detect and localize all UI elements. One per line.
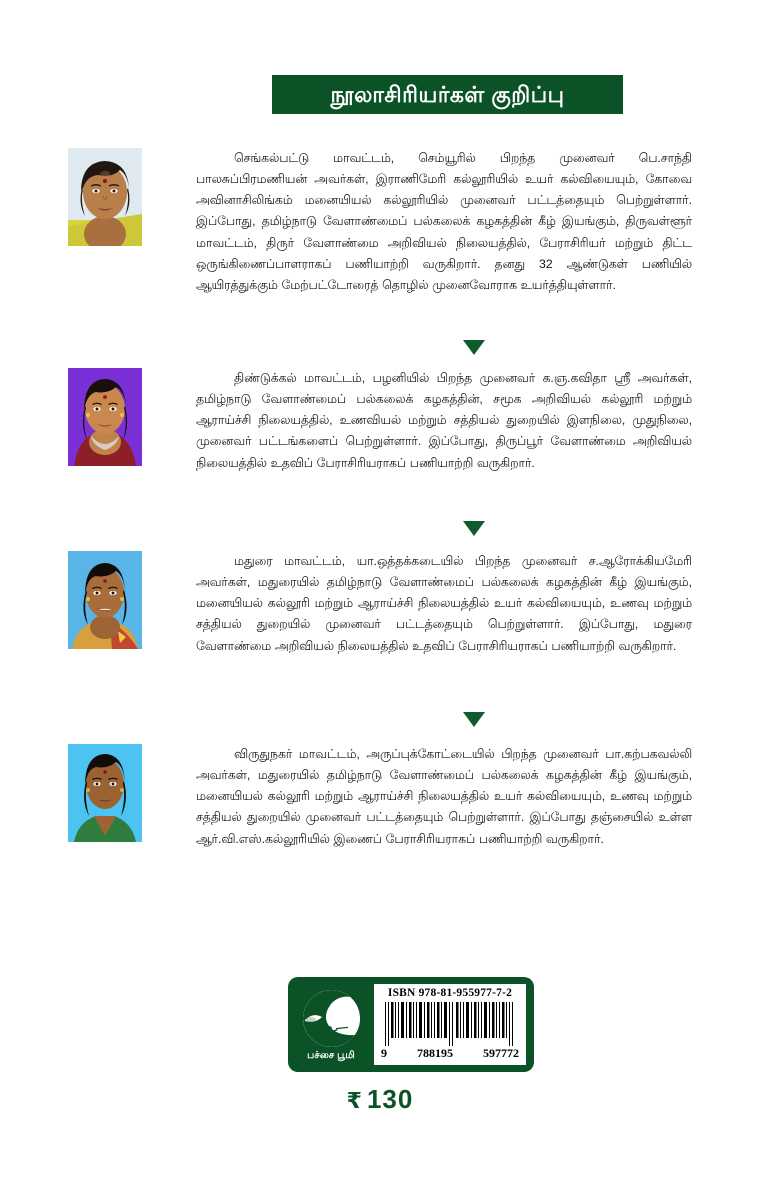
isbn-barcode-panel (288, 977, 534, 1072)
page-header-banner (272, 75, 623, 114)
page-title: நூலாசிரியர்கள் குறிப்பு (330, 81, 565, 107)
author-photo-3 (68, 551, 142, 649)
author-photo-4-image (68, 744, 142, 842)
author-entry-2 (0, 368, 760, 513)
barcode-digit-group-2: 788195 (417, 1046, 453, 1061)
barcode-digit-group-3: 597772 (483, 1046, 519, 1061)
author-photo-4 (68, 744, 142, 842)
triangle-down-icon (463, 521, 485, 536)
rupee-symbol-icon: ₹ (346, 1088, 363, 1113)
ean13-barcode-icon (383, 1002, 517, 1046)
barcode-digit-group-1: 9 (381, 1046, 387, 1061)
author-entry-4 (0, 744, 760, 894)
triangle-down-icon (463, 712, 485, 727)
author-bio-1: செங்கல்பட்டு மாவட்டம், செம்யூரில் பிறந்த முனைவர் பெ.சாந்தி பாலசுப்பிரமணியன் அவர்கள், இராணிமேரி கல்லூரியில் உயர் கல்வியையும், கோவை அவினாசிலிங்கம் மனையியல் கல்லூரியில் முனைவர் பட்டத்தையும் பெற்றுள்ளார். இப்போது, தமிழ்நாடு வேளாண்மைப் பல்கலைக் கழகத்தின் கீழ் இயங்கும், திருவள்ளூர் மாவட்டம், திருர் வேளாண்மை அறிவியல் நிலையத்தில், பேராசிரியர் மற்றும் திட்ட ஒருங்கிணைப்பாளராகப் பணியாற்றி வருகிறார். தனது 32 ஆண்டுகள் பணியில் ஆயிரத்துக்கும் மேற்பட்டோரைத் தொழில் முனைவோராக உயர்த்தியுள்ளார். (196, 151, 692, 292)
publisher-logo (288, 977, 374, 1072)
author-photo-1-image (68, 148, 142, 246)
author-entry-1 (0, 148, 760, 333)
author-bio-2: திண்டுக்கல் மாவட்டம், பழனியில் பிறந்த முனைவர் க.ஞ.கவிதா ஸ்ரீ அவர்கள், தமிழ்நாடு வேளாண்மைப் பல்கலைக் கழகத்தின், சமூக அறிவியல் கல்லூரி மற்றும் ஆராய்ச்சி நிலையத்தில், உணவியல் மற்றும் சத்தியல் துறையில் இளநிலை, முதுநிலை, முனைவர் பட்டங்களைப் பெற்றுள்ளார். இப்போது, திருப்பூர் வேளாண்மை அறிவியல் நிலையத்தில் உதவிப் பேராசிரியராகப் பணியாற்றி வருகிறார். (196, 371, 692, 470)
author-bio-3: மதுரை மாவட்டம், யா.ஒத்தக்கடையில் பிறந்த முனைவர் ச.ஆரோக்கியமேரி அவர்கள், மதுரையில் தமிழ்நாடு வேளாண்மைப் பல்கலைக் கழகத்தின் கீழ் இயங்கும், மனையியல் கல்லூரி மற்றும் ஆராய்ச்சி நிலையத்தில் உயர் கல்வியையும், உணவு மற்றும் சத்தியல் துறையில் முனைவர் பட்டத்தையும் பெற்றுள்ளார். இப்போது, மதுரை வேளாண்மை அறிவியல் நிலையத்தில் உதவிப் பேராசிரியராகப் பணியாற்றி வருகிறார். (196, 554, 692, 653)
author-photo-2 (68, 368, 142, 466)
price-line (0, 1084, 760, 1115)
author-photo-1 (68, 148, 142, 246)
author-photo-3-image (68, 551, 142, 649)
publisher-name: பச்சை பூமி (307, 1050, 355, 1061)
author-photo-2-image (68, 368, 142, 466)
price-amount: 130 (366, 1084, 414, 1114)
author-bio-4: விருதுநகர் மாவட்டம், அருப்புக்கோட்டையில் பிறந்த முனைவர் பா.கற்பகவல்லி அவர்கள், மதுரையில் தமிழ்நாடு வேளாண்மைப் பல்கலைக் கழகத்தின் கீழ் இயங்கும், மனையியல் கல்லூரி மற்றும் ஆராய்ச்சி நிலையத்தில் உயர் கல்வியையும், உணவு மற்றும் சத்தியல் துறையில் முனைவர் பட்டத்தையும் பெற்றுள்ளார். இப்போது தஞ்சையில் உள்ள ஆர்.வி.எஸ்.கல்லூரியில் இணைப் பேராசிரியராகப் பணியாற்றி வருகிறார். (196, 747, 692, 846)
author-entry-3 (0, 551, 760, 701)
barcode-card (374, 984, 526, 1065)
pachai-boomi-logo-graphic (303, 990, 360, 1047)
pachai-boomi-logo-icon (303, 990, 360, 1047)
barcode-digits (379, 1047, 521, 1059)
isbn-text: ISBN 978-81-955977-7-2 (387, 987, 513, 999)
triangle-down-icon (463, 340, 485, 355)
